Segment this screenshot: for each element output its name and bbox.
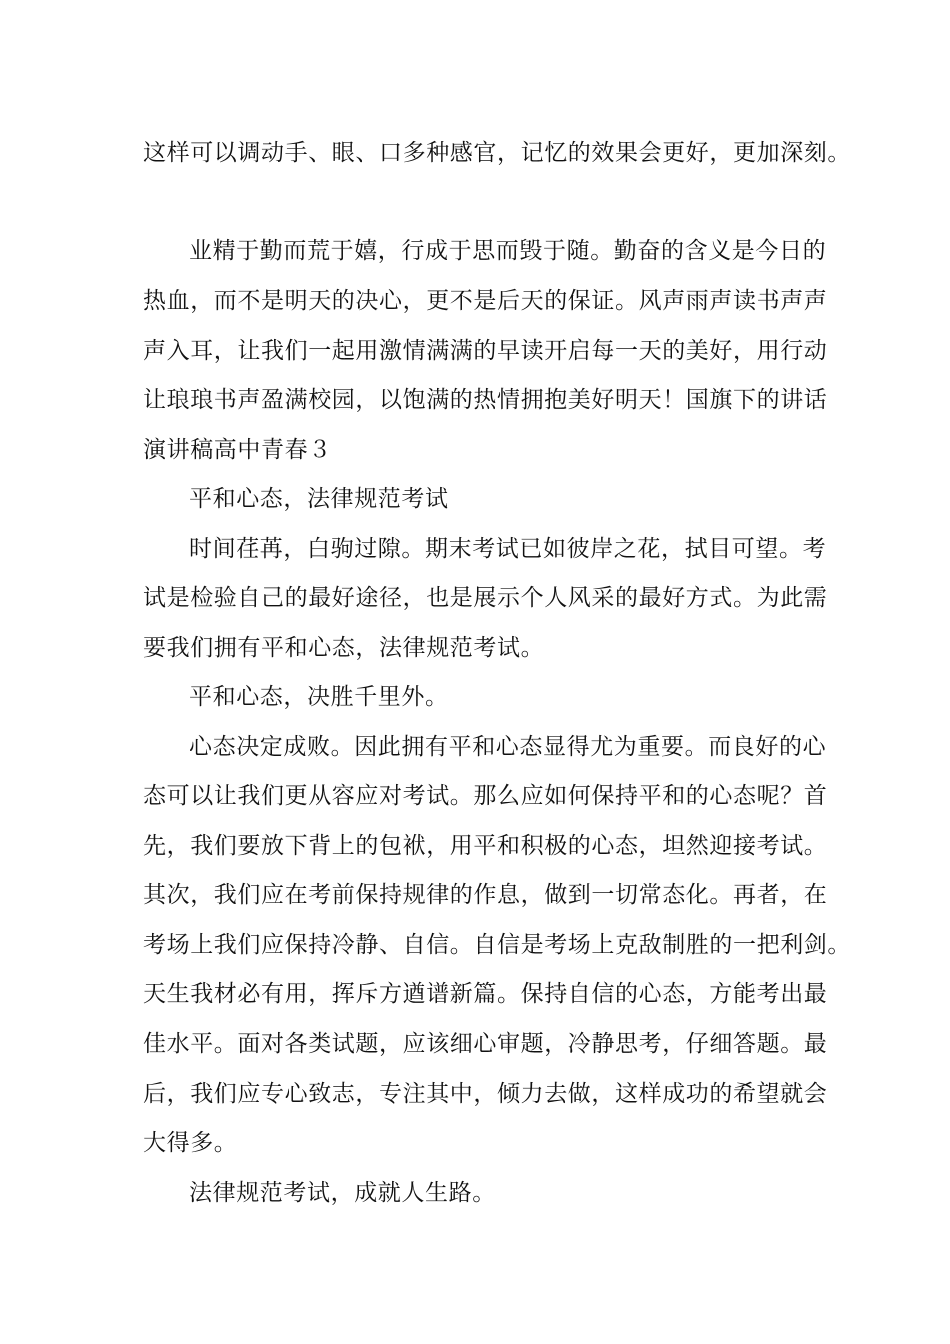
text-line: 演讲稿高中青春３: [143, 437, 332, 463]
text-line: 态可以让我们更从容应对考试。那么应如何保持平和的心态呢？首: [143, 783, 828, 809]
text-line: 这样可以调动手、眼、口多种感官，记忆的效果会更好，更加深刻。: [143, 140, 851, 166]
text-line: 后，我们应专心致志，专注其中，倾力去做，这样成功的希望就会: [143, 1081, 828, 1107]
text-line: 先，我们要放下背上的包袱，用平和积极的心态，坦然迎接考试。: [143, 833, 828, 859]
text-line: 让琅琅书声盈满校园，以饱满的热情拥抱美好明天！国旗下的讲话: [143, 387, 828, 413]
text-line: 试是检验自己的最好途径，也是展示个人风采的最好方式。为此需: [143, 585, 828, 611]
text-line: 考场上我们应保持冷静、自信。自信是考场上克敌制胜的一把利剑。: [143, 932, 851, 958]
section-subheading: 平和心态，决胜千里外。: [189, 684, 449, 710]
text-line: 声入耳，让我们一起用激情满满的早读开启每一天的美好，用行动: [143, 338, 828, 364]
text-line: 大得多。: [143, 1130, 238, 1156]
paragraph-line: 心态决定成败。因此拥有平和心态显得尤为重要。而良好的心: [189, 734, 827, 760]
text-line: 要我们拥有平和心态，法律规范考试。: [143, 635, 545, 661]
paragraph-line: 业精于勤而荒于嬉，行成于思而毁于随。勤奋的含义是今日的: [189, 238, 827, 264]
section-subheading: 法律规范考试，成就人生路。: [189, 1180, 496, 1206]
paragraph-line: 时间荏苒，白驹过隙。期末考试已如彼岸之花，拭目可望。考: [189, 536, 827, 562]
text-line: 佳水平。面对各类试题，应该细心审题，冷静思考，仔细答题。最: [143, 1031, 828, 1057]
text-line: 天生我材必有用，挥斥方遒谱新篇。保持自信的心态，方能考出最: [143, 981, 828, 1007]
text-line: 热血，而不是明天的决心，更不是后天的保证。风声雨声读书声声: [143, 288, 828, 314]
section-heading: 平和心态，法律规范考试: [189, 486, 449, 512]
text-line: 其次，我们应在考前保持规律的作息，做到一切常态化。再者，在: [143, 882, 828, 908]
